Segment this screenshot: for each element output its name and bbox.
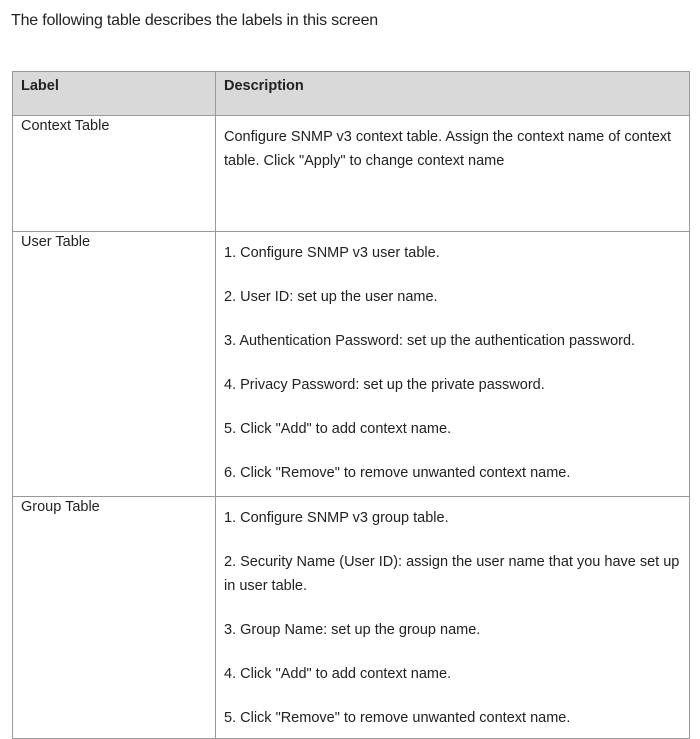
table-row — [13, 116, 690, 232]
description-paragraph: Configure SNMP v3 context table. Assign the context name of context table. Click "Apply" to change context name — [224, 129, 672, 169]
row-label-user-table: User Table — [13, 232, 216, 497]
row-label-context-table: Context Table — [13, 116, 216, 232]
row-description-context-table — [216, 116, 690, 232]
row-description-group-table — [216, 497, 690, 739]
description-paragraph: 2. User ID: set up the user name. — [224, 289, 438, 305]
row-description-user-table — [216, 232, 690, 497]
description-paragraph: 3. Authentication Password: set up the authentication password. — [224, 333, 636, 349]
description-paragraph: 4. Privacy Password: set up the private password. — [224, 377, 545, 393]
description-paragraph: 5. Click "Add" to add context name. — [224, 421, 452, 437]
header-description: Description — [216, 72, 690, 116]
description-paragraph: 2. Security Name (User ID): assign the user name that you have set up in user table. — [224, 554, 680, 594]
intro-text: The following table describes the labels in this screen — [11, 12, 378, 29]
table-row — [13, 232, 690, 497]
row-label-group-table: Group Table — [13, 497, 216, 739]
description-paragraph: 4. Click "Add" to add context name. — [224, 666, 452, 682]
description-paragraph: 5. Click "Remove" to remove unwanted context name. — [224, 710, 571, 726]
description-paragraph: 3. Group Name: set up the group name. — [224, 622, 481, 638]
table-row — [13, 497, 690, 739]
description-paragraph: 1. Configure SNMP v3 user table. — [224, 245, 440, 261]
description-paragraph: 1. Configure SNMP v3 group table. — [224, 510, 449, 526]
description-paragraph: 6. Click "Remove" to remove unwanted context name. — [224, 465, 571, 481]
table-header-row — [13, 72, 690, 116]
header-label: Label — [13, 72, 216, 116]
labels-description-table — [12, 71, 690, 739]
